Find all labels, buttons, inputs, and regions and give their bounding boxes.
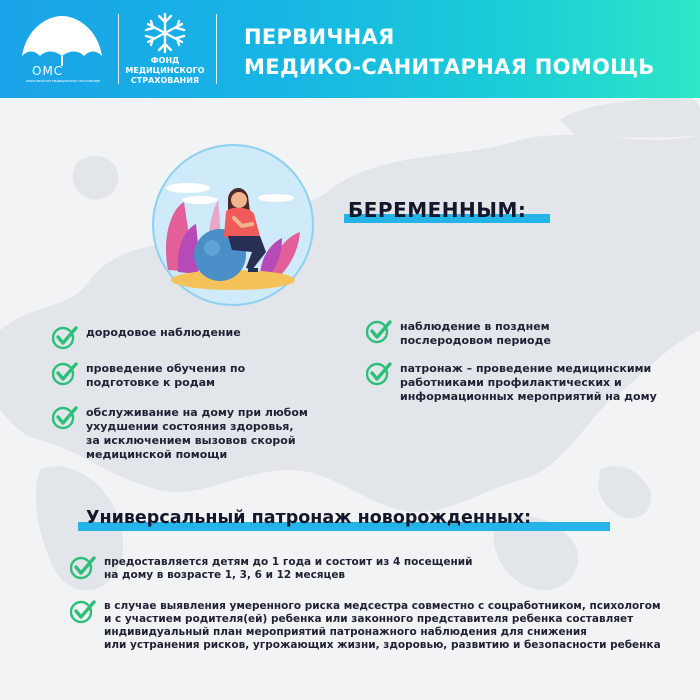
checkmark-icon: [52, 324, 78, 350]
list-item-text: проведение обучения по подготовке к родам: [86, 362, 246, 389]
list-item: [366, 320, 551, 348]
header-divider: [118, 14, 119, 84]
list-item: [70, 600, 661, 652]
list-item: [52, 406, 308, 462]
pregnant-woman-illustration: [148, 140, 318, 310]
list-item-text: наблюдение в позднем послеродовом периоде: [400, 320, 551, 347]
checkmark-icon: [70, 598, 96, 624]
list-item-text: обслуживание на дому при любом ухудшении состояния здоровья, за исключением вызовов скорой медицинской помощи: [86, 406, 308, 461]
list-item-text: предоставляется детям до 1 года и состоит из 4 посещений на дому в возрасте 1, 3, 6 и 12 месяцев: [104, 556, 473, 581]
section-heading: Универсальный патронаж новорожденных:: [86, 508, 532, 528]
list-item-text: дородовое наблюдение: [86, 326, 241, 339]
heading-pregnant: [348, 198, 526, 222]
checkmark-icon: [366, 318, 392, 344]
list-item: [52, 326, 241, 350]
section-heading: БЕРЕМЕННЫМ:: [348, 198, 527, 222]
oms-abbreviation: ОМС: [32, 64, 64, 78]
list-item: [52, 362, 245, 390]
checkmark-icon: [52, 360, 78, 386]
list-item: [70, 556, 472, 582]
header-banner: [0, 0, 700, 98]
ffoms-name: ФОНД МЕДИЦИНСКОГО СТРАХОВАНИЯ: [125, 56, 205, 85]
list-item-text: в случае выявления умеренного риска медсестра совместно с соцработником, психологом и с участием родителя(ей) ребенка или законного представителя ребенка составляет индивидуальный план мероприятий патронажного наблюдения для снижения или устранения рисков, угрожающих жизни, здоровью, развитию и безопасности ребенка: [104, 600, 661, 651]
checkmark-icon: [70, 554, 96, 580]
oms-caption: ОБЯЗАТЕЛЬНОЕ МЕДИЦИНСКОЕ СТРАХОВАНИЕ: [25, 79, 101, 83]
heading-newborn: [86, 508, 531, 528]
title-line-1: ПЕРВИЧНАЯ: [244, 25, 395, 49]
list-item-text: патронаж – проведение медицинскими работниками профилактических и информационных мероприятий на дому: [400, 362, 657, 403]
checkmark-icon: [366, 360, 392, 386]
page-title: [244, 22, 655, 82]
checkmark-icon: [52, 404, 78, 430]
list-item: [366, 362, 657, 404]
header-divider: [216, 14, 217, 84]
snowflake-emblem-icon: [140, 10, 190, 56]
title-line-2: МЕДИКО-САНИТАРНАЯ ПОМОЩЬ: [244, 55, 655, 79]
